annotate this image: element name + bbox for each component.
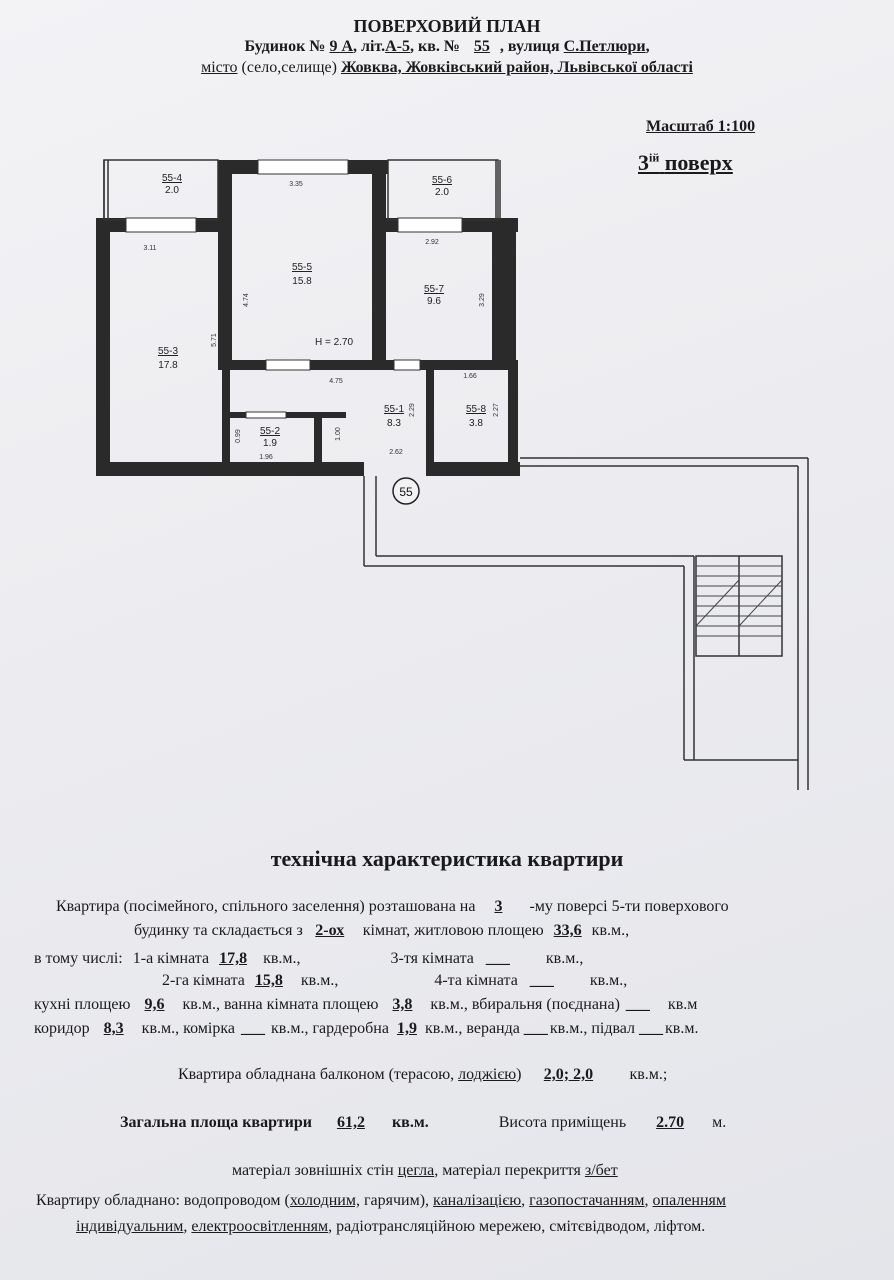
dimension-label: 0.99: [235, 429, 242, 443]
unit: кв.м: [667, 996, 698, 1013]
tech-row-11: [76, 1218, 705, 1236]
unit: кв.м.,: [589, 972, 628, 989]
paren: ): [516, 1066, 522, 1083]
unit: кв.м.,: [591, 922, 630, 939]
label-wardrobe: кв.м., гардеробна: [270, 1020, 389, 1037]
unit: кв.м.,: [300, 972, 339, 989]
tech-row-1: [56, 898, 729, 916]
dimension-label: 2.92: [425, 239, 439, 246]
other-utilities: , радіотрансляційною мережею, смітєвідводом, ліфтом.: [328, 1218, 706, 1235]
wall-material-value: цегла: [397, 1162, 435, 1179]
gas-supply: газопостачанням: [529, 1192, 645, 1209]
sep: ,: [183, 1218, 192, 1235]
tech-row-4: [162, 972, 627, 990]
label-bathroom: кв.м., ванна кімната площею: [182, 996, 379, 1013]
dimension-label: 3.35: [289, 181, 303, 188]
label-located: Квартира (посімейного, спільного заселення) розташована на: [56, 898, 476, 915]
label-room-4: 4-та кімната: [434, 972, 518, 989]
room-id: 55-4: [161, 173, 183, 184]
balcony-value: 2,0; 2,0: [543, 1066, 594, 1083]
dimension-label: 3.29: [479, 293, 486, 307]
tech-row-5: [34, 996, 697, 1014]
room-id: 55-6: [431, 175, 453, 186]
room-2-value: 15,8: [254, 972, 283, 989]
room-id: 55-8: [465, 404, 487, 415]
label-corridor: коридор: [34, 1020, 90, 1037]
room-4-value: ___: [529, 972, 554, 989]
tech-row-6: [34, 1020, 698, 1038]
label-house: Будинок №: [244, 38, 326, 55]
wardrobe-value: 1,9: [396, 1020, 417, 1037]
apartment-number: 55: [473, 38, 490, 55]
window-marks: [126, 160, 462, 418]
veranda-value: ___: [523, 1020, 548, 1037]
label-living-area: кімнат, житловою площею: [362, 922, 544, 939]
room-id: 55-1: [383, 404, 405, 415]
slab-material-value: з/бет: [584, 1162, 618, 1179]
label-consists: будинку та складається з: [134, 922, 303, 939]
loggia-word: лоджією: [458, 1066, 517, 1083]
room-area: 1.9: [263, 438, 277, 449]
floor-word: поверх: [664, 150, 733, 175]
label-storeroom: кв.м., комірка: [141, 1020, 235, 1037]
basement-value: ___: [639, 1020, 664, 1037]
room-height-value: 2.70: [656, 1114, 685, 1131]
dimension-label: 4.74: [243, 293, 250, 307]
dimension-label: 1.96: [259, 454, 273, 461]
floor-suffix: ій: [649, 150, 660, 165]
tech-row-8: [120, 1114, 726, 1132]
apartment-marker: [393, 478, 419, 504]
room-area: 15.8: [292, 276, 312, 287]
room-1-value: 17,8: [219, 950, 248, 967]
label-kitchen: кухні площею: [34, 996, 131, 1013]
label-slab-material: , матеріал перекриття: [434, 1162, 581, 1179]
street-name: С.Петлюри: [563, 38, 646, 55]
unit: кв.м.: [391, 1114, 429, 1131]
unit: кв.м.,: [545, 950, 584, 967]
tech-row-10: [36, 1192, 726, 1210]
tech-row-9: [232, 1162, 618, 1180]
label-balcony: Квартира обладнана балконом (терасою,: [178, 1066, 455, 1083]
dimension-label: 5.71: [211, 333, 218, 347]
label-room-1: 1-а кімната: [132, 950, 210, 967]
corridor-value: 8,3: [103, 1020, 124, 1037]
sep: ,: [521, 1192, 530, 1209]
dimension-label: 1.66: [463, 373, 477, 380]
label-street: , вулиця: [499, 38, 560, 55]
label-wall-material: матеріал зовнішніх стін: [232, 1162, 394, 1179]
label-lit: , літ.: [353, 38, 386, 55]
room-area: 2.0: [165, 185, 179, 196]
cold-water: холодним,: [289, 1192, 360, 1209]
room-area: 9.6: [427, 296, 441, 307]
unit: кв.м.: [665, 1020, 699, 1037]
unit: м.: [712, 1114, 727, 1131]
label-room-height: Висота приміщень: [498, 1114, 627, 1131]
lit-value: А-5: [385, 38, 410, 55]
unit: кв.м.;: [629, 1066, 668, 1083]
apartment-marker-label: 55: [399, 485, 413, 499]
room-3-value: ___: [485, 950, 510, 967]
label-veranda: кв.м., веранда: [424, 1020, 520, 1037]
floor-number: 3: [638, 150, 649, 175]
sep: ,: [644, 1192, 653, 1209]
page-title: ПОВЕРХОВИЙ ПЛАН: [353, 16, 541, 36]
label-apt: , кв. №: [409, 38, 460, 55]
ceiling-height-label: H = 2.70: [314, 337, 354, 348]
sewerage: каналізацією: [433, 1192, 522, 1209]
tech-row-7: [178, 1066, 667, 1084]
scale-label: Масштаб 1:100: [646, 118, 756, 135]
tech-row-3: [34, 950, 583, 968]
label-total-area: Загальна площа квартири: [120, 1114, 312, 1131]
house-number: 9 А: [329, 38, 353, 55]
room-id: 55-5: [291, 262, 313, 273]
dimension-label: 1.00: [335, 427, 342, 441]
comma: ,: [645, 38, 650, 55]
storeroom-value: ___: [240, 1020, 265, 1037]
dimension-label: 4.75: [329, 378, 343, 385]
room-id: 55-7: [423, 284, 445, 295]
label-city: місто: [201, 59, 238, 76]
room-id: 55-2: [259, 426, 281, 437]
label-settlement: (село,селище): [241, 59, 337, 76]
label-room-2: 2-га кімната: [162, 972, 245, 989]
dimension-label: 2.27: [493, 403, 500, 417]
plan-walls: [96, 160, 520, 476]
city-name: Жовква, Жовківський район, Львівської області: [340, 59, 693, 76]
room-id: 55-3: [157, 346, 179, 357]
living-area-value: 33,6: [553, 922, 582, 939]
tech-row-2: [134, 922, 629, 940]
rooms-count: 2-ох: [315, 922, 345, 939]
unit: кв.м.,: [263, 950, 301, 967]
dimension-label: 2.62: [389, 449, 403, 456]
individual-heating: індивідуальним: [76, 1218, 184, 1235]
bathroom-value: 3,8: [392, 996, 413, 1013]
label-wc: кв.м., вбиральня (поєднана): [430, 996, 620, 1013]
electric-lighting: електроосвітленням: [191, 1218, 329, 1235]
dimension-label: 3.11: [143, 245, 157, 252]
room-area: 3.8: [469, 418, 483, 429]
floor-value: 3: [494, 898, 503, 915]
room-area: 8.3: [387, 418, 401, 429]
heating: опаленням: [652, 1192, 727, 1209]
tech-title: технічна характеристика квартири: [270, 846, 624, 871]
label-room-3: 3-тя кімната: [390, 950, 474, 967]
hot-water: гарячим),: [359, 1192, 434, 1209]
label-including: в тому числі:: [34, 950, 123, 967]
dimension-label: 2.29: [409, 403, 416, 417]
label-basement: кв.м., підвал: [549, 1020, 636, 1037]
kitchen-value: 9,6: [144, 996, 165, 1013]
total-area-value: 61,2: [336, 1114, 365, 1131]
wc-value: ___: [625, 996, 650, 1013]
room-area: 17.8: [158, 360, 178, 371]
room-area: 2.0: [435, 187, 449, 198]
label-storey: -му поверсі 5-ти поверхового: [529, 898, 729, 915]
label-equipped: Квартиру обладнано: водопроводом (: [36, 1192, 290, 1209]
